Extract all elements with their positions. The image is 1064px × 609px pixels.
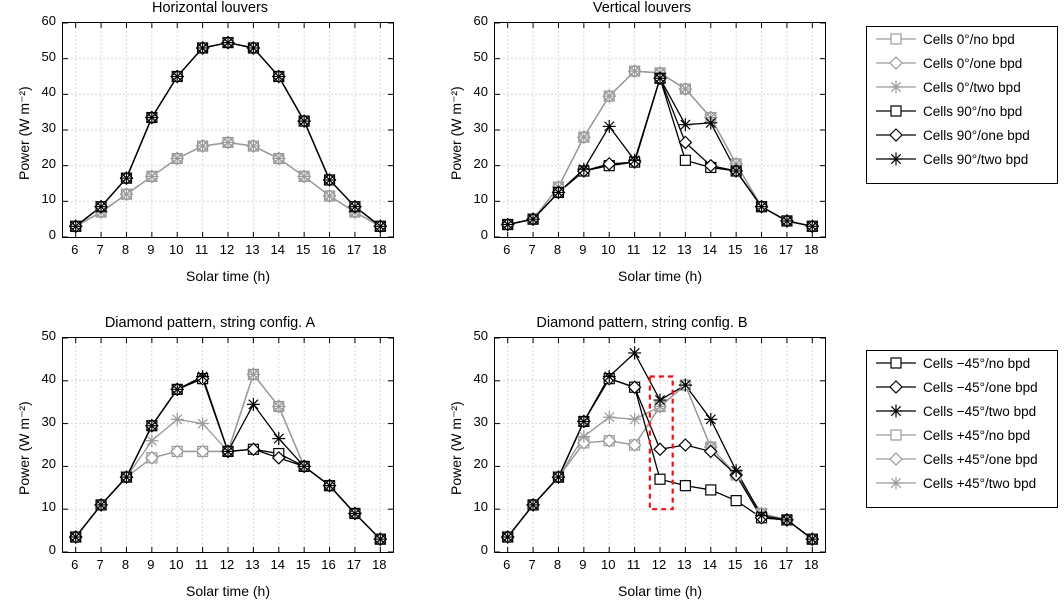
legend-entry-label: Cells 90°/two bpd — [923, 151, 1029, 167]
x-tick-label: 14 — [270, 557, 285, 572]
x-tick-label: 12 — [219, 557, 235, 572]
x-tick-label: 15 — [727, 557, 743, 572]
x-tick-label: 6 — [503, 242, 511, 257]
x-tick-label: 8 — [553, 557, 562, 572]
x-tick-label: 13 — [677, 557, 692, 572]
y-axis-label: Power (W m⁻²) — [448, 401, 464, 495]
x-tick-label: 10 — [600, 242, 616, 257]
x-tick-label: 10 — [168, 242, 184, 257]
y-tick-label: 50 — [473, 328, 488, 343]
legend-entry-label: Cells 0°/two bpd — [923, 79, 1021, 95]
x-tick-label: 8 — [121, 242, 130, 257]
legend-entry[interactable] — [867, 375, 1057, 399]
y-tick-label: 0 — [48, 227, 56, 242]
panel-title: Diamond pattern, string config. B — [536, 315, 748, 331]
x-tick-label: 6 — [71, 557, 79, 572]
y-tick-label: 0 — [480, 542, 488, 557]
diamond-marker-icon — [873, 53, 919, 73]
legend-entry[interactable] — [867, 147, 1057, 171]
x-tick-label: 16 — [321, 557, 336, 572]
x-axis-label: Solar time (h) — [185, 583, 271, 599]
y-axis-label: Power (W m⁻²) — [16, 86, 32, 180]
legend-entry-label: Cells −45°/one bpd — [923, 379, 1038, 395]
y-tick-label: 60 — [473, 13, 488, 28]
legend-entry-label: Cells 0°/one bpd — [923, 55, 1023, 71]
x-tick-label: 8 — [553, 242, 562, 257]
legend-entry[interactable] — [867, 447, 1057, 471]
legend-entry[interactable] — [867, 51, 1057, 75]
y-tick-label: 0 — [480, 227, 488, 242]
x-tick-label: 12 — [651, 557, 667, 572]
square-marker-icon — [873, 425, 919, 445]
panel-diamond-a — [0, 315, 420, 609]
legend-entry[interactable] — [867, 399, 1057, 423]
y-tick-label: 30 — [41, 120, 56, 135]
x-tick-label: 6 — [71, 242, 79, 257]
x-tick-label: 13 — [245, 242, 260, 257]
x-tick-label: 10 — [600, 557, 616, 572]
x-tick-label: 17 — [778, 557, 794, 572]
asterisk-marker-icon — [873, 401, 919, 421]
x-axis-label: Solar time (h) — [185, 268, 271, 284]
y-tick-label: 40 — [473, 370, 488, 386]
diamond-marker-icon — [873, 449, 919, 469]
square-marker-icon — [873, 101, 919, 121]
y-tick-label: 10 — [473, 191, 488, 207]
legend-entry[interactable] — [867, 351, 1057, 375]
asterisk-marker-icon — [873, 77, 919, 97]
square-marker-icon — [873, 29, 919, 49]
y-tick-label: 30 — [473, 413, 488, 429]
panel-diamond-b — [432, 315, 852, 609]
x-axis-label: Solar time (h) — [617, 583, 703, 599]
plot-area — [494, 337, 826, 553]
x-tick-label: 14 — [270, 242, 285, 257]
x-tick-label: 9 — [147, 242, 155, 257]
y-tick-label: 60 — [41, 13, 56, 28]
x-tick-label: 8 — [121, 557, 130, 572]
x-tick-label: 7 — [96, 242, 104, 257]
legend-entry-label: Cells +45°/no bpd — [923, 427, 1031, 443]
x-tick-label: 13 — [245, 557, 260, 572]
plot-area — [62, 337, 394, 553]
y-tick-label: 40 — [41, 84, 56, 100]
x-tick-label: 9 — [147, 557, 155, 572]
y-tick-label: 10 — [41, 191, 56, 207]
y-tick-label: 10 — [473, 499, 488, 515]
y-axis-label: Power (W m⁻²) — [16, 401, 32, 495]
y-tick-label: 50 — [473, 48, 488, 64]
plot-area — [62, 22, 394, 238]
x-tick-label: 18 — [372, 557, 387, 572]
y-tick-label: 10 — [41, 499, 56, 515]
legend-entry[interactable] — [867, 123, 1057, 147]
panel-title: Horizontal louvers — [151, 0, 269, 16]
x-tick-label: 17 — [346, 242, 362, 257]
diamond-marker-icon — [873, 377, 919, 397]
x-tick-label: 12 — [219, 242, 235, 257]
y-axis-label: Power (W m⁻²) — [448, 86, 464, 180]
panel-horizontal — [0, 0, 420, 290]
y-tick-label: 0 — [48, 542, 56, 557]
x-tick-label: 9 — [579, 242, 587, 257]
asterisk-marker-icon — [873, 473, 919, 493]
y-tick-label: 40 — [473, 84, 488, 100]
diamond-marker-icon — [873, 125, 919, 145]
x-tick-label: 15 — [295, 242, 311, 257]
square-marker-icon — [873, 353, 919, 373]
plot-area — [494, 22, 826, 238]
legend-entry[interactable] — [867, 27, 1057, 51]
y-tick-label: 50 — [41, 48, 56, 64]
legend-entry-label: Cells +45°/two bpd — [923, 475, 1037, 491]
x-tick-label: 6 — [503, 557, 511, 572]
x-tick-label: 15 — [727, 242, 743, 257]
x-tick-label: 17 — [346, 557, 362, 572]
y-tick-label: 20 — [473, 456, 488, 472]
asterisk-marker-icon — [873, 149, 919, 169]
legend-entry-label: Cells +45°/one bpd — [923, 451, 1038, 467]
y-tick-label: 30 — [473, 120, 488, 135]
x-tick-label: 15 — [295, 557, 311, 572]
panel-title: Diamond pattern, string config. A — [104, 315, 316, 331]
y-tick-label: 50 — [41, 328, 56, 343]
legend-entry-label: Cells −45°/two bpd — [923, 403, 1037, 419]
y-tick-label: 20 — [473, 155, 488, 171]
x-tick-label: 17 — [778, 242, 794, 257]
legend-entry[interactable] — [867, 75, 1057, 99]
legend-entry-label: Cells 90°/no bpd — [923, 103, 1023, 119]
x-tick-label: 18 — [372, 242, 387, 257]
x-tick-label: 11 — [626, 242, 641, 257]
legend-entry[interactable] — [867, 471, 1057, 495]
y-tick-label: 20 — [41, 155, 56, 171]
x-axis-label: Solar time (h) — [617, 268, 703, 284]
legend-entry[interactable] — [867, 99, 1057, 123]
x-tick-label: 18 — [804, 557, 819, 572]
y-tick-label: 20 — [41, 456, 56, 472]
x-tick-label: 13 — [677, 242, 692, 257]
x-tick-label: 16 — [321, 242, 336, 257]
x-tick-label: 7 — [528, 557, 536, 572]
x-tick-label: 12 — [651, 242, 667, 257]
x-tick-label: 16 — [753, 557, 768, 572]
x-tick-label: 7 — [528, 242, 536, 257]
x-tick-label: 9 — [579, 557, 587, 572]
x-tick-label: 10 — [168, 557, 184, 572]
legend-entry-label: Cells 90°/one bpd — [923, 127, 1030, 143]
x-tick-label: 18 — [804, 242, 819, 257]
x-tick-label: 11 — [194, 242, 209, 257]
panel-vertical — [432, 0, 852, 290]
y-tick-label: 40 — [41, 370, 56, 386]
x-tick-label: 14 — [702, 242, 717, 257]
x-tick-label: 16 — [753, 242, 768, 257]
x-tick-label: 14 — [702, 557, 717, 572]
x-tick-label: 7 — [96, 557, 104, 572]
x-tick-label: 11 — [626, 557, 641, 572]
legend-entry[interactable] — [867, 423, 1057, 447]
legend-entry-label: Cells 0°/no bpd — [923, 31, 1015, 47]
legend-top — [866, 26, 1058, 184]
panel-title: Vertical louvers — [592, 0, 692, 16]
legend-entry-label: Cells −45°/no bpd — [923, 355, 1031, 371]
legend-bottom — [866, 350, 1058, 508]
x-tick-label: 11 — [194, 557, 209, 572]
y-tick-label: 30 — [41, 413, 56, 429]
